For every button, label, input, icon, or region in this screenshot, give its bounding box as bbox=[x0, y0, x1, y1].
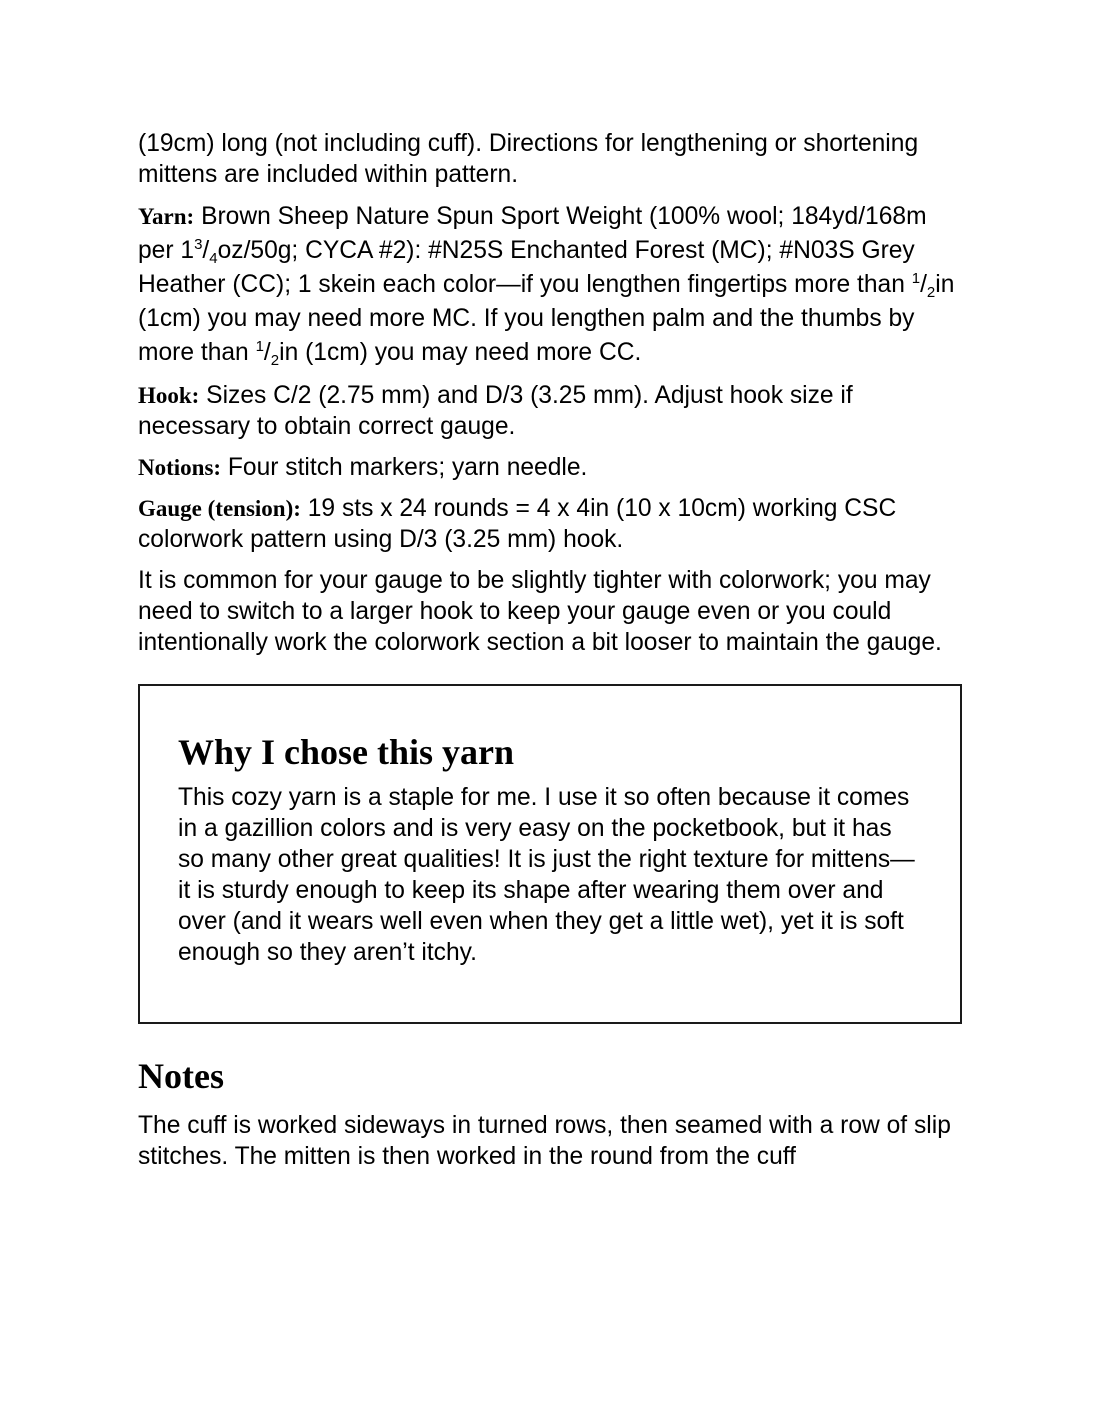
yarn-fraction-3-denominator: 2 bbox=[270, 352, 280, 369]
notions-label: Notions: bbox=[138, 455, 222, 480]
yarn-fraction-3-slash: / bbox=[263, 339, 271, 366]
yarn-fraction-1-denominator: 4 bbox=[209, 250, 218, 267]
yarn-text-1: Brown Sheep Nature Spun Sport Weight (100% wool; 184yd/168m per 1 bbox=[138, 203, 927, 264]
notes-heading: Notes bbox=[138, 1056, 224, 1096]
yarn-fraction-2-denominator: 2 bbox=[926, 284, 936, 301]
yarn-fraction-3-numerator: 1 bbox=[255, 338, 264, 355]
hook-label: Hook: bbox=[138, 383, 200, 408]
notions-text: Four stitch markers; yarn needle. bbox=[221, 454, 588, 481]
yarn-text-2: oz/50g; CYCA #2): #N25S Enchanted Forest (MC); #N03S Grey Heather (CC); 1 skein each color—if you lengthen fingertips more than bbox=[138, 237, 915, 298]
gauge-text: 19 sts x 24 rounds = 4 x 4in (10 x 10cm) working CSC colorwork pattern using D/3 (3.25 mm) hook. bbox=[138, 495, 897, 553]
yarn-label: Yarn: bbox=[138, 204, 195, 229]
sidebar-body: This cozy yarn is a staple for me. I use it so often because it comes in a gazillion colors and is very easy on the pocketbook, but it has so many other great qualities! It is just the right texture for mittens—it is sturdy enough to keep its shape after wearing them over and over (and it wears well even when they get a little wet), yet it is soft enough so they aren’t itchy. bbox=[178, 784, 915, 966]
gauge-label: Gauge (tension): bbox=[138, 496, 301, 521]
pattern-page bbox=[138, 128, 962, 1182]
notes-body: The cuff is worked sideways in turned rows, then seamed with a row of slip stitches. The mitten is then worked in the round from the cuff bbox=[138, 1112, 951, 1170]
yarn-paragraph bbox=[138, 200, 962, 370]
yarn-sidebar-box bbox=[138, 684, 962, 1024]
yarn-fraction-2-numerator: 1 bbox=[911, 270, 921, 287]
hook-text: Sizes C/2 (2.75 mm) and D/3 (3.25 mm). Adjust hook size if necessary to obtain correct gauge. bbox=[138, 382, 853, 440]
yarn-fraction-1-slash: / bbox=[202, 237, 210, 264]
yarn-text-3: in (1cm) you may need more MC. If you lengthen palm and the thumbs by more than bbox=[138, 271, 955, 366]
yarn-fraction-2-slash: / bbox=[920, 271, 927, 298]
intro-paragraph: (19cm) long (not including cuff). Directions for lengthening or shortening mittens are included within pattern. bbox=[138, 130, 919, 188]
sidebar-title: Why I chose this yarn bbox=[178, 732, 515, 772]
yarn-text-4: in (1cm) you may need more CC. bbox=[279, 339, 642, 366]
gauge-note-paragraph: It is common for your gauge to be slightly tighter with colorwork; you may need to switch to a larger hook to keep your gauge even or you could intentionally work the colorwork section a bit looser to maintain the gauge. bbox=[138, 567, 942, 656]
notions-paragraph bbox=[138, 452, 962, 483]
gauge-paragraph bbox=[138, 493, 962, 555]
yarn-fraction-1-numerator: 3 bbox=[194, 236, 203, 253]
hook-paragraph bbox=[138, 380, 962, 442]
